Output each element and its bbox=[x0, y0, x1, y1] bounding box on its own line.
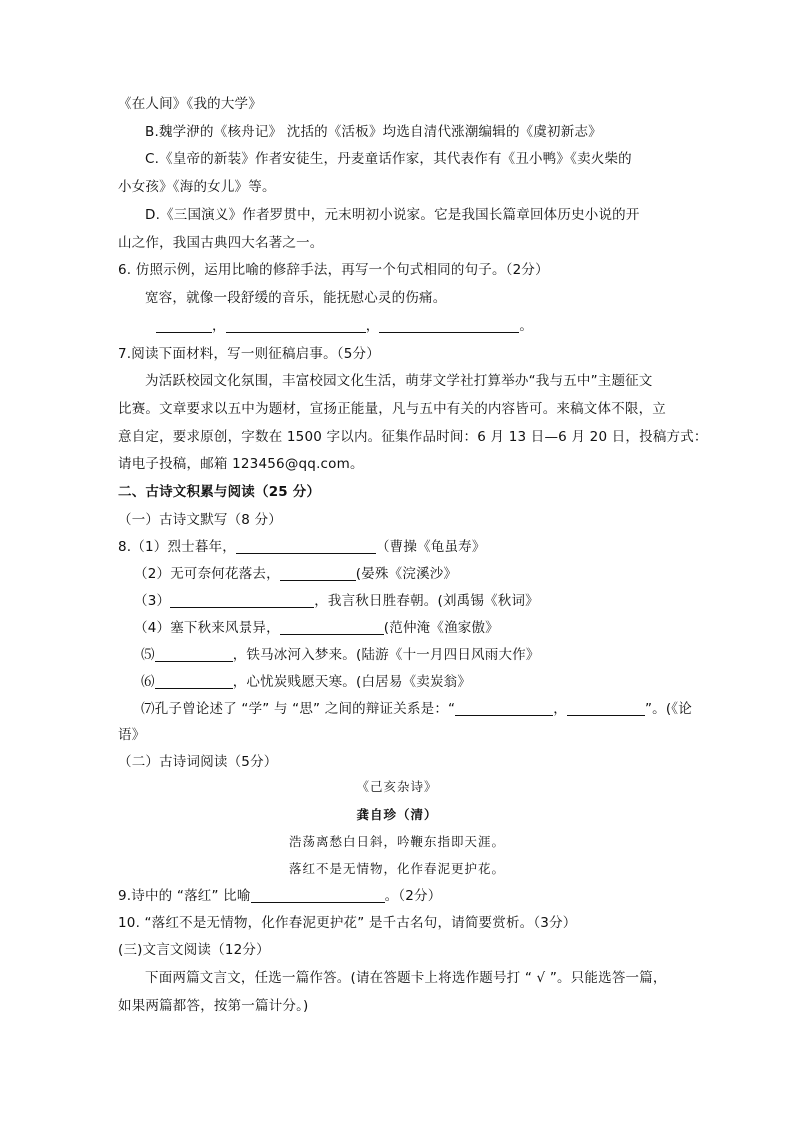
answer-blank[interactable] bbox=[280, 564, 356, 581]
question-8-3: （3） ，我言秋日胜春朝。(刘禹锡《秋词》 bbox=[134, 593, 539, 609]
question-7: 7.阅读下面材料，写一则征稿启事。（5分） bbox=[118, 346, 380, 362]
subsection-3-heading: (三)文言文阅读（12分） bbox=[118, 942, 270, 958]
answer-blank[interactable] bbox=[455, 699, 553, 716]
answer-blank[interactable] bbox=[156, 316, 212, 333]
poem-author: 龚自珍（清） bbox=[356, 807, 438, 822]
poem-line-2: 落红不是无情物，化作春泥更护花。 bbox=[288, 861, 505, 876]
question-8-6: ⑹ ，心忧炭贱愿天寒。(白居易《卖炭翁》 bbox=[141, 674, 472, 690]
material-line-4: 请电子投稿，邮箱 123456@qq.com。 bbox=[118, 456, 364, 472]
answer-blank[interactable] bbox=[280, 618, 384, 635]
section-2-heading: 二、古诗文积累与阅读（25 分） bbox=[118, 484, 321, 500]
instruction-line-1: 下面两篇文言文，任选一篇作答。(请在答题卡上将选作题号打 “ √ ”。只能选答一篇， bbox=[145, 970, 667, 986]
question-8-5: ⑸ ，铁马冰河入梦来。(陆游《十一月四日风雨大作》 bbox=[141, 647, 540, 663]
material-line-3: 意自定，要求原创，字数在 1500 字以内。征集作品时间：6 月 13 日—6 月 20 日，投稿方式： bbox=[118, 429, 708, 445]
option-d-cont: 山之作，我国古典四大名著之一。 bbox=[118, 235, 324, 251]
answer-blank[interactable] bbox=[251, 886, 385, 903]
question-10: 10. “落红不是无情物，化作春泥更护花” 是千古名句，请简要赏析。（3分） bbox=[118, 915, 577, 931]
option-b: B.魏学洢的《核舟记》 沈括的《活板》均选自清代涨潮编辑的《虞初新志》 bbox=[145, 124, 602, 140]
question-8-2: （2）无可奈何花落去， (晏殊《浣溪沙》 bbox=[134, 566, 458, 582]
answer-blank[interactable] bbox=[567, 699, 645, 716]
question-6-example: 宽容，就像一段舒缓的音乐，能抚慰心灵的伤痛。 bbox=[145, 290, 447, 306]
question-6-answer-line: ， ， 。 bbox=[156, 315, 756, 337]
book-list-line: 《在人间》《我的大学》 bbox=[118, 96, 262, 112]
subsection-2-heading: （二）古诗词阅读（5分） bbox=[118, 754, 278, 770]
answer-blank[interactable] bbox=[155, 672, 233, 689]
question-8-1: 8.（1）烈士暮年， （曹操《龟虽寿》 bbox=[118, 539, 486, 555]
answer-blank[interactable] bbox=[155, 645, 233, 662]
answer-blank[interactable] bbox=[379, 316, 519, 333]
subsection-1-heading: （一）古诗文默写（8 分） bbox=[118, 512, 282, 528]
poem-title: 《己亥杂诗》 bbox=[356, 779, 438, 794]
answer-blank[interactable] bbox=[170, 591, 314, 608]
material-line-2: 比赛。文章要求以五中为题材，宣扬正能量，凡与五中有关的内容皆可。来稿文体不限，立 bbox=[118, 401, 666, 417]
option-c: C.《皇帝的新装》作者安徒生，丹麦童话作家，其代表作有《丑小鸭》《卖火柴的 bbox=[145, 151, 632, 167]
answer-blank[interactable] bbox=[236, 537, 376, 554]
question-9: 9.诗中的 “落红” 比喻 。（2分） bbox=[118, 888, 442, 904]
poem-line-1: 浩荡离愁白日斜，吟鞭东指即天涯。 bbox=[288, 834, 505, 849]
answer-blank[interactable] bbox=[226, 316, 366, 333]
instruction-line-2: 如果两篇都答，按第一篇计分。) bbox=[118, 998, 309, 1014]
option-d: D.《三国演义》作者罗贯中，元末明初小说家。它是我国长篇章回体历史小说的开 bbox=[145, 207, 640, 223]
option-c-cont: 小女孩》《海的女儿》等。 bbox=[118, 179, 276, 195]
question-8-7: ⑺孔子曾论述了 “学” 与 “思” 之间的辩证关系是：“ ， ”。(《论 bbox=[141, 701, 692, 717]
question-8-7-cont: 语》 bbox=[118, 727, 146, 743]
question-6: 6. 仿照示例，运用比喻的修辞手法，再写一个句式相同的句子。（2分） bbox=[118, 262, 549, 278]
question-8-4: （4）塞下秋来风景异， (范仲淹《渔家傲》 bbox=[134, 620, 499, 636]
material-line-1: 为活跃校园文化氛围，丰富校园文化生活，萌芽文学社打算举办“我与五中”主题征文 bbox=[145, 373, 653, 389]
